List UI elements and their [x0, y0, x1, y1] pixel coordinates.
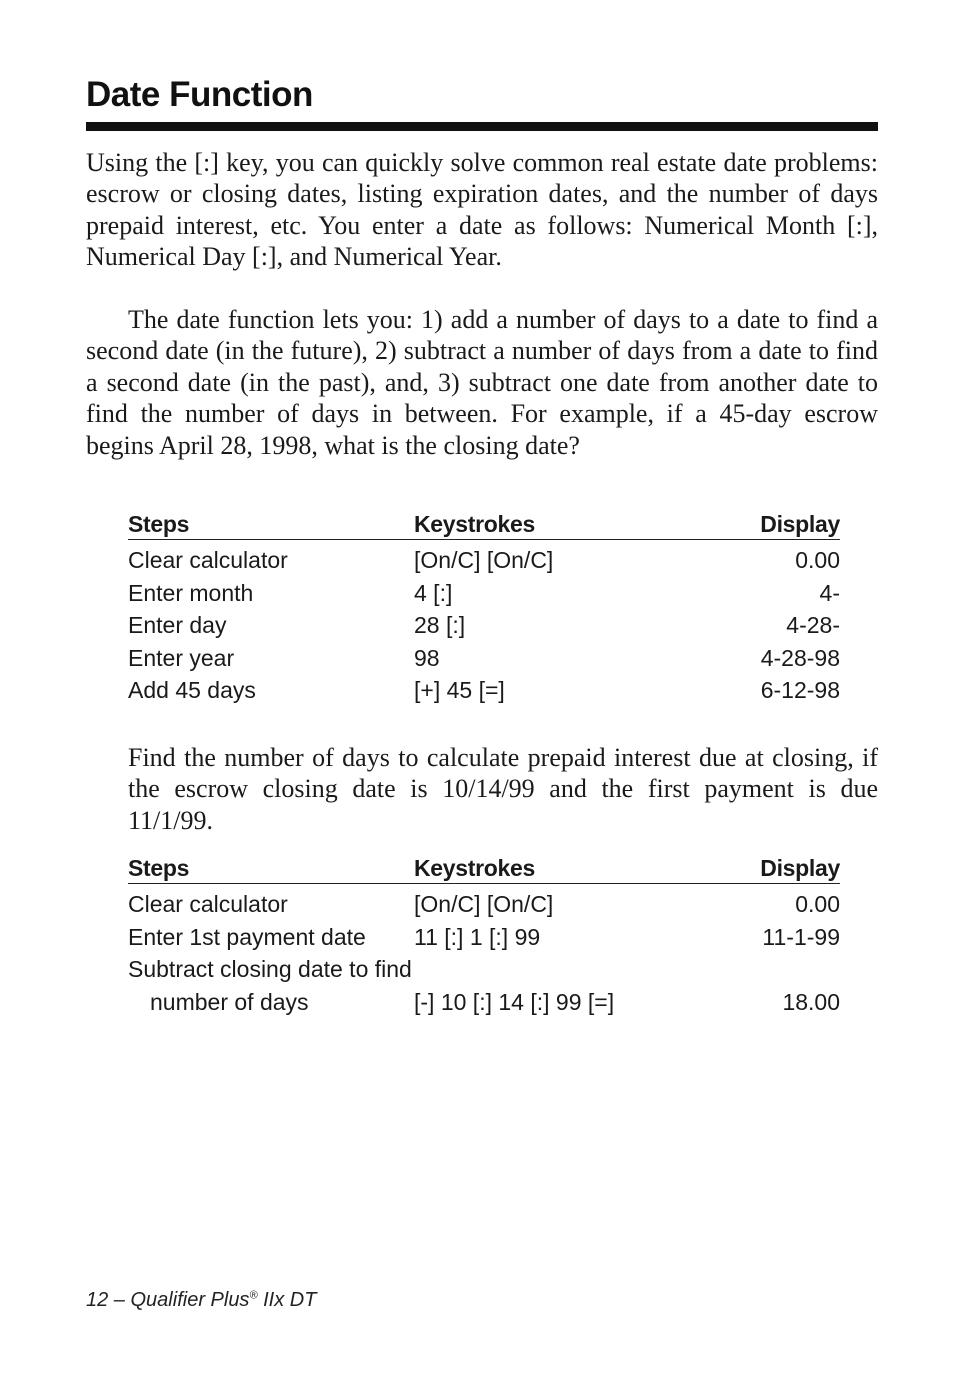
- table-row: [128, 545, 840, 578]
- table-row: [128, 987, 840, 1020]
- step-cell: Enter 1st payment date: [128, 923, 366, 950]
- page-number: 12: [86, 1289, 109, 1311]
- table-row: [128, 922, 840, 955]
- header-steps: Steps: [128, 855, 190, 881]
- step-cell: number of days: [150, 988, 309, 1015]
- keys-cell: 4 [:]: [414, 579, 453, 606]
- step-cell: Clear calculator: [128, 547, 288, 573]
- page-footer: [86, 1286, 316, 1314]
- registered-mark: ®: [249, 1289, 258, 1302]
- display-cell: 4-: [819, 579, 840, 606]
- keys-cell: [On/C] [On/C]: [414, 547, 554, 573]
- keys-cell: [-] 10 [:] 14 [:] 99 [=]: [414, 988, 615, 1015]
- intro-paragraph: Using the [:] key, you can quickly solve common real estate date problems: escrow or closing dates, listing expiration dates, and the number of days prepaid interest, etc. You enter a date as follows: Numerical Month [:], Numerical Day [:], and Numerical Year.: [86, 148, 878, 272]
- table-row: [128, 954, 840, 987]
- header-display: Display: [760, 511, 840, 537]
- table-row: [128, 578, 840, 611]
- step-cell: Add 45 days: [128, 677, 256, 703]
- display-cell: 0.00: [795, 547, 840, 573]
- keystroke-table-1: [128, 509, 840, 708]
- keys-cell: 11 [:] 1 [:] 99: [414, 923, 541, 950]
- display-cell: 4-28-: [786, 612, 840, 638]
- header-steps: Steps: [128, 511, 190, 537]
- display-cell: 0.00: [795, 891, 840, 917]
- step-cell: Enter day: [128, 612, 227, 638]
- keys-cell: [+] 45 [=]: [414, 677, 505, 703]
- step-cell: Subtract closing date to find: [128, 956, 412, 982]
- step-cell: Clear calculator: [128, 891, 288, 917]
- step-cell: Enter month: [128, 579, 254, 606]
- display-cell: 18.00: [782, 988, 840, 1015]
- table-row: [128, 610, 840, 643]
- keystroke-table-2: [128, 853, 840, 1019]
- header-keystrokes: Keystrokes: [414, 511, 536, 537]
- keys-cell: [On/C] [On/C]: [414, 891, 554, 917]
- table-header: [128, 509, 840, 540]
- display-cell: 4-28-98: [760, 644, 840, 671]
- model-name: IIx DT: [257, 1289, 317, 1311]
- keys-cell: 28 [:]: [414, 612, 466, 638]
- table-row: [128, 889, 840, 922]
- step-cell: Enter year: [128, 644, 235, 671]
- table-row: [128, 643, 840, 676]
- table-header: [128, 853, 840, 884]
- table-row: [128, 675, 840, 708]
- product-name: Qualifier Plus: [130, 1289, 250, 1311]
- header-display: Display: [760, 855, 840, 881]
- example2-paragraph: Find the number of days to calculate prepaid interest due at closing, if the escrow closing date is 10/14/99 and the first payment is due 11/1/99.: [128, 743, 878, 835]
- keys-cell: 98: [414, 644, 440, 671]
- example1-paragraph: The date function lets you: 1) add a number of days to a date to find a second date (in the future), 2) subtract a number of days from a date to find a second date (in the past), and, 3) subtract one date from another date to find the number of days in between. For example, if a 45-day escrow begins April 28, 1998, what is the closing date?: [86, 305, 878, 460]
- page-title: Date Function: [86, 75, 313, 114]
- display-cell: 11-1-99: [762, 923, 840, 950]
- footer-separator: –: [108, 1289, 131, 1311]
- display-cell: 6-12-98: [760, 677, 840, 703]
- title-rule: [86, 122, 878, 131]
- header-keystrokes: Keystrokes: [414, 855, 536, 881]
